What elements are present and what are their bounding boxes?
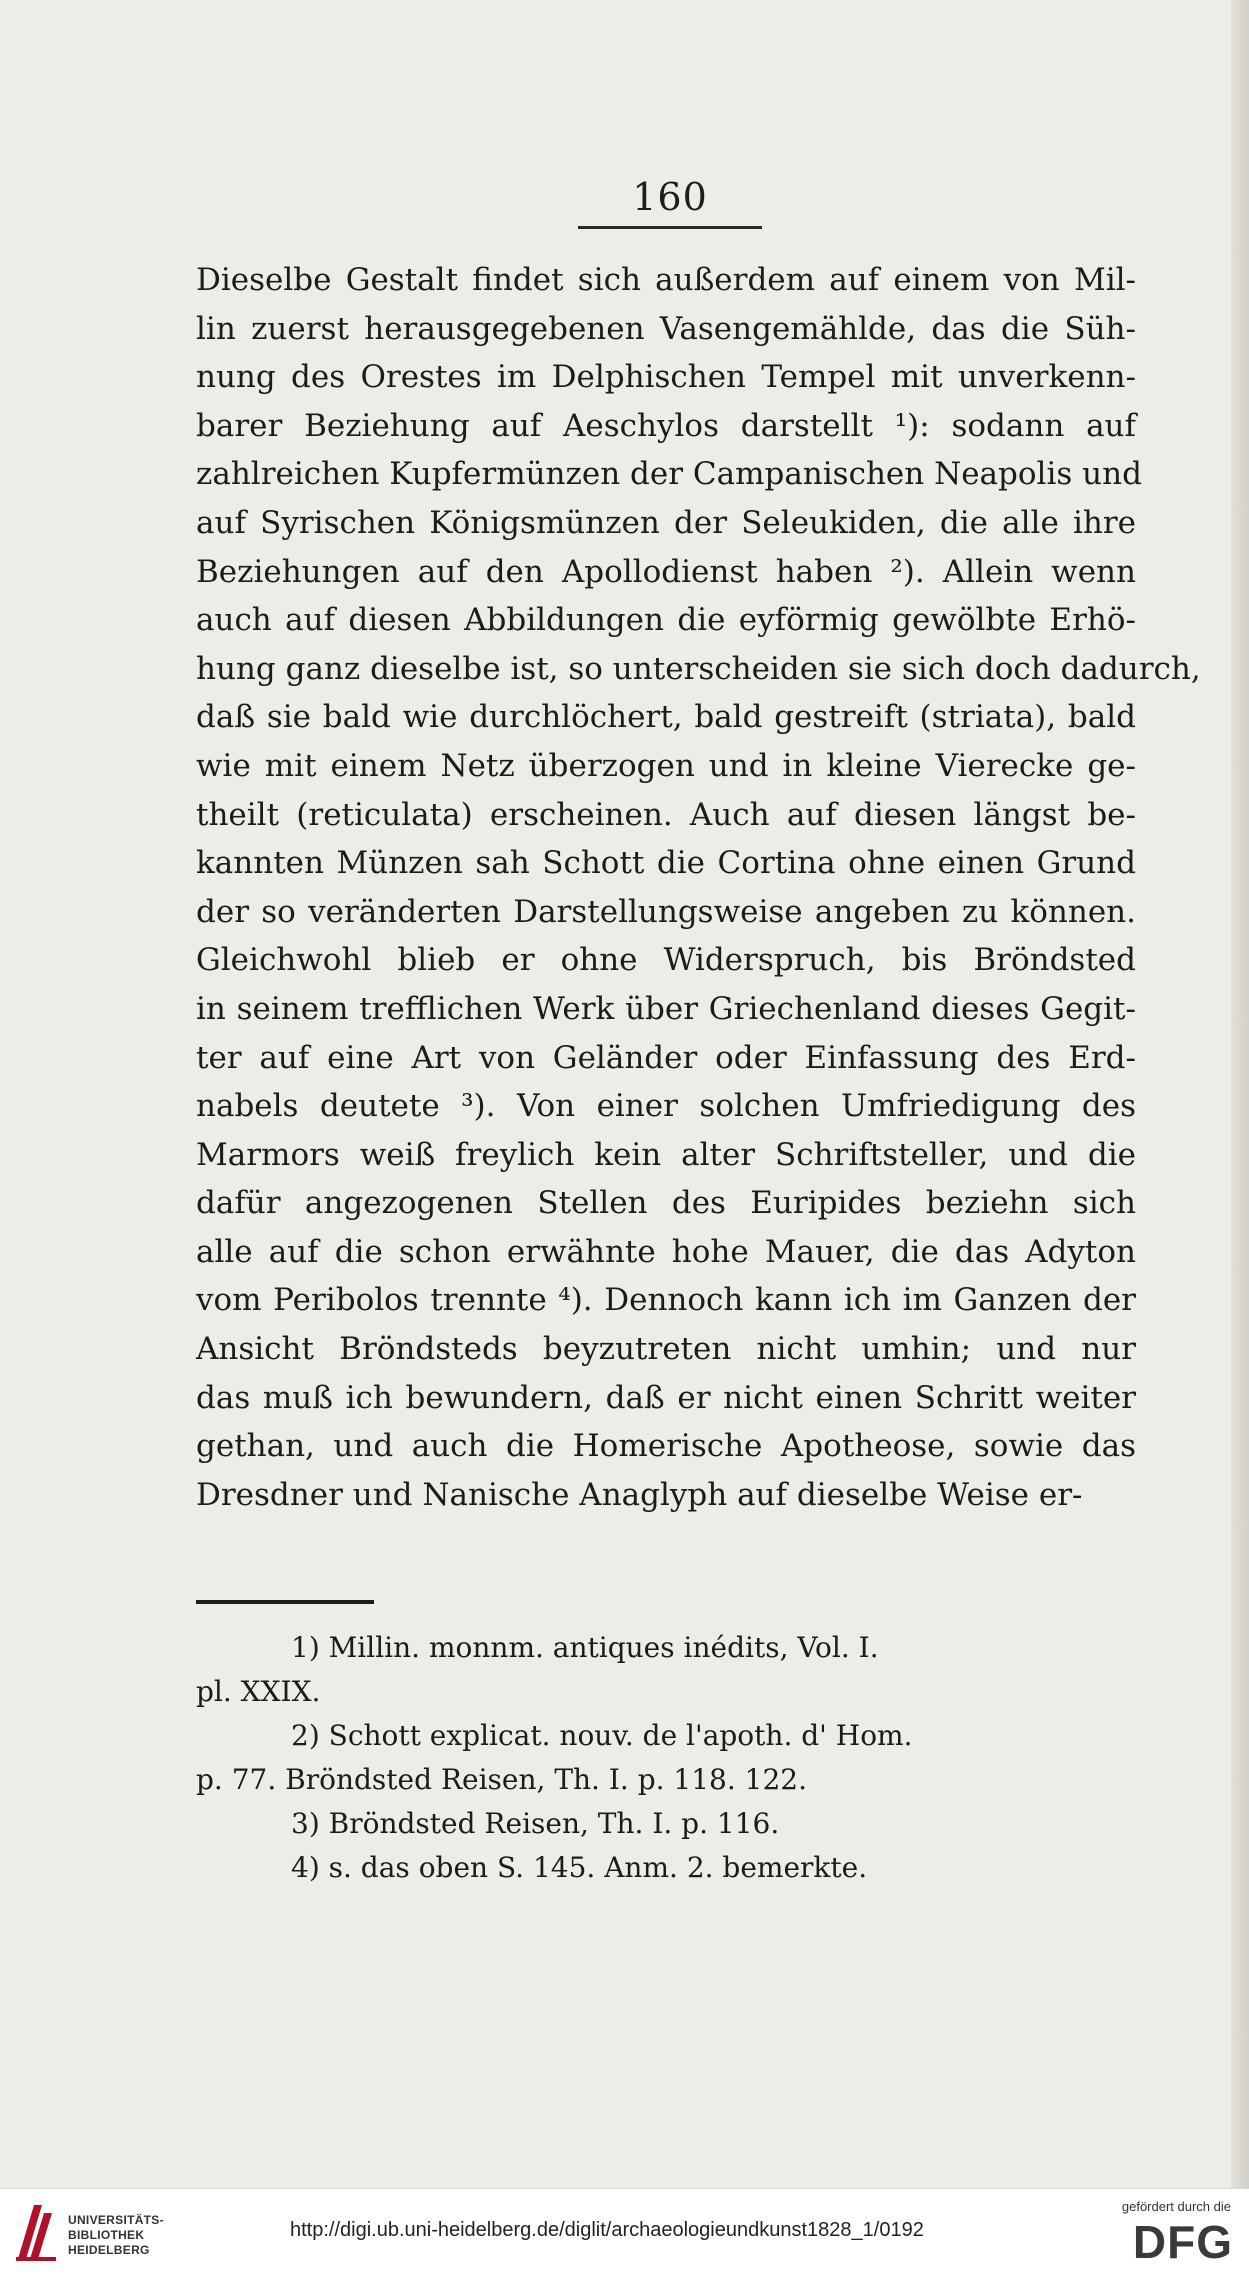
- text-line: das muß ich bewundern, daß er nicht einen Schritt weiter: [196, 1379, 1136, 1416]
- text-line: zahlreichen Kupfermünzen der Campanischen Neapolis und: [196, 456, 1142, 493]
- text-line: Ansicht Bröndsteds beyzutreten nicht umhin; und nur: [196, 1331, 1136, 1368]
- text-line: nung des Orestes im Delphischen Tempel mit unverkenn-: [196, 359, 1136, 396]
- text-line: gethan, und auch die Homerische Apotheose, sowie das: [196, 1428, 1136, 1465]
- university-library-logo-icon: [14, 2199, 58, 2263]
- text-line: ter auf eine Art von Geländer oder Einfassung des Erd-: [196, 1039, 1136, 1076]
- text-line: theilt (reticulata) erscheinen. Auch auf diesen längst be-: [196, 796, 1136, 833]
- text-line: Dieselbe Gestalt findet sich außerdem auf einem von Mil-: [196, 262, 1136, 298]
- university-library-name: UNIVERSITÄTS- BIBLIOTHEK HEIDELBERG: [68, 2213, 164, 2257]
- funding-caption: gefördert durch die: [1121, 2199, 1231, 2214]
- text-line: auch auf diesen Abbildungen die eyförmig gewölbte Erhö-: [196, 602, 1136, 639]
- text-line: Beziehungen auf den Apollodienst haben ²). Allein wenn: [196, 553, 1136, 590]
- page-edge-shadow: [1231, 0, 1249, 2188]
- footnote-separator: [196, 1600, 374, 1604]
- text-line: daß sie bald wie durchlöchert, bald gestreift (striata), bald: [196, 699, 1136, 736]
- page-number-rule: [578, 226, 762, 229]
- text-line: lin zuerst herausgegebenen Vasengemählde, das die Süh-: [196, 310, 1136, 347]
- text-line: vom Peribolos trennte ⁴). Dennoch kann ich im Ganzen der: [196, 1282, 1136, 1319]
- text-line: wie mit einem Netz überzogen und in kleine Vierecke ge-: [196, 747, 1136, 784]
- text-line: kannten Münzen sah Schott die Cortina ohne einen Grund: [196, 845, 1136, 882]
- page-number: 160: [632, 175, 708, 219]
- footnotes: [196, 1626, 1136, 1890]
- text-line: hung ganz dieselbe ist, so unterscheiden sie sich doch dadurch,: [196, 650, 1201, 687]
- footnote-1: 1) Millin. monnm. antiques inédits, Vol. I.: [291, 1631, 879, 1664]
- text-line: auf Syrischen Königsmünzen der Seleukiden, die alle ihre: [196, 504, 1136, 541]
- text-line: barer Beziehung auf Aeschylos darstellt ¹): sodann auf: [196, 407, 1136, 444]
- text-line: Marmors weiß freylich kein alter Schriftsteller, und die: [196, 1136, 1136, 1173]
- footnote-1-continued: pl. XXIX.: [196, 1675, 321, 1708]
- footnote-2-continued: p. 77. Bröndsted Reisen, Th. I. p. 118. 122.: [196, 1763, 808, 1796]
- text-line: Dresdner und Nanische Anaglyph auf dieselbe Weise er-: [196, 1476, 1083, 1513]
- footnote-3: 3) Bröndsted Reisen, Th. I. p. 116.: [291, 1807, 780, 1840]
- dfg-logo: DFG: [1132, 2216, 1233, 2268]
- text-line: alle auf die schon erwähnte hohe Mauer, die das Adyton: [196, 1233, 1136, 1270]
- text-line: der so veränderten Darstellungsweise angeben zu können.: [196, 893, 1136, 930]
- footnote-2: 2) Schott explicat. nouv. de l'apoth. d' Hom.: [291, 1719, 913, 1752]
- text-line: in seinem trefflichen Werk über Griechenland dieses Gegit-: [196, 990, 1136, 1027]
- body-text: [196, 256, 1201, 1519]
- text-line: dafür angezogenen Stellen des Euripides beziehn sich: [196, 1185, 1136, 1222]
- text-line: Gleichwohl blieb er ohne Widerspruch, bis Bröndsted: [196, 942, 1136, 979]
- document-url-link[interactable]: http://digi.ub.uni-heidelberg.de/diglit/archaeologieundkunst1828_1/0192: [290, 2219, 924, 2241]
- text-line: nabels deutete ³). Von einer solchen Umfriedigung des: [196, 1088, 1136, 1125]
- footnote-4: 4) s. das oben S. 145. Anm. 2. bemerkte.: [291, 1851, 868, 1884]
- viewer-footer: [0, 2188, 1249, 2278]
